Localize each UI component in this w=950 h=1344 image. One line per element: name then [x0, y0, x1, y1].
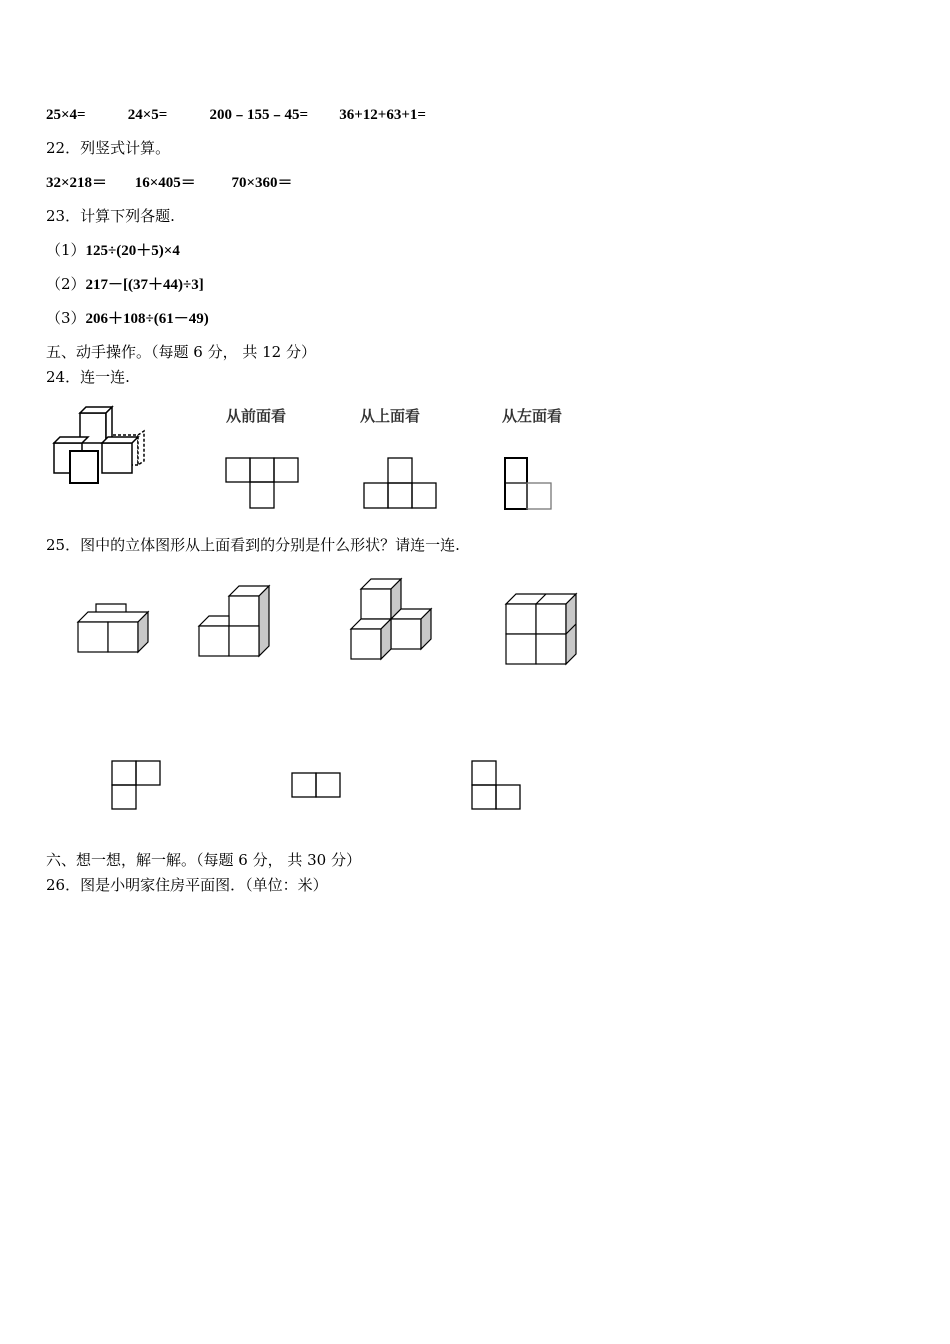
- q25-solid-1: [76, 602, 152, 656]
- q23-item-expr: 125÷(20＋5)×4: [85, 243, 180, 259]
- top-view-option-1: [111, 760, 163, 812]
- q24-solid-figure: [50, 405, 150, 485]
- q25-solid-2: [197, 584, 273, 660]
- top-view-shape: [363, 457, 439, 511]
- top-view-option-3: [471, 760, 523, 812]
- section-5-heading: 五、动手操作。（每题 6 分， 共 12 分）: [46, 343, 316, 361]
- q26-title: 26．图是小明家住房平面图．（单位：米）: [46, 876, 328, 894]
- q22-title: 22．列竖式计算。: [46, 139, 171, 157]
- view-label-left: 从左面看: [502, 407, 563, 425]
- left-view-shape: [504, 457, 556, 511]
- q23-item-label: （3）: [46, 309, 86, 327]
- q25-solid-3: [349, 577, 433, 663]
- q25-title: 25．图中的立体图形从上面看到的分别是什么形状？请连一连.: [46, 536, 460, 554]
- q23-item-3: [46, 307, 209, 328]
- q22-item: 16×405＝: [134, 175, 196, 191]
- calc-row-1: [46, 103, 426, 124]
- q22-item: 32×218＝: [46, 175, 108, 191]
- q24-title: 24．连一连.: [46, 368, 130, 386]
- q23-item-expr: 217－[(37＋44)÷3]: [85, 277, 204, 293]
- q25-solid-4: [504, 592, 580, 668]
- q22-item: 70×360＝: [231, 175, 293, 191]
- q23-item-label: （1）: [46, 241, 86, 259]
- q23-title: 23．计算下列各题.: [46, 207, 175, 225]
- q22-items: [46, 171, 293, 192]
- q23-item-2: [46, 273, 204, 294]
- q23-item-label: （2）: [46, 275, 86, 293]
- calc-item: 36+12+63+1=: [339, 107, 426, 123]
- q23-item-1: [46, 239, 180, 260]
- q23-item-expr: 206＋108÷(61－49): [85, 311, 209, 327]
- top-view-option-2: [291, 772, 343, 800]
- view-label-front: 从前面看: [226, 407, 287, 425]
- calc-item: 200﹣155﹣45=: [209, 107, 309, 123]
- section-6-heading: 六、想一想，解一解。（每题 6 分， 共 30 分）: [46, 851, 361, 869]
- front-view-shape: [225, 457, 300, 511]
- calc-item: 24×5=: [127, 107, 168, 123]
- view-label-top: 从上面看: [360, 407, 421, 425]
- calc-item: 25×4=: [46, 107, 86, 123]
